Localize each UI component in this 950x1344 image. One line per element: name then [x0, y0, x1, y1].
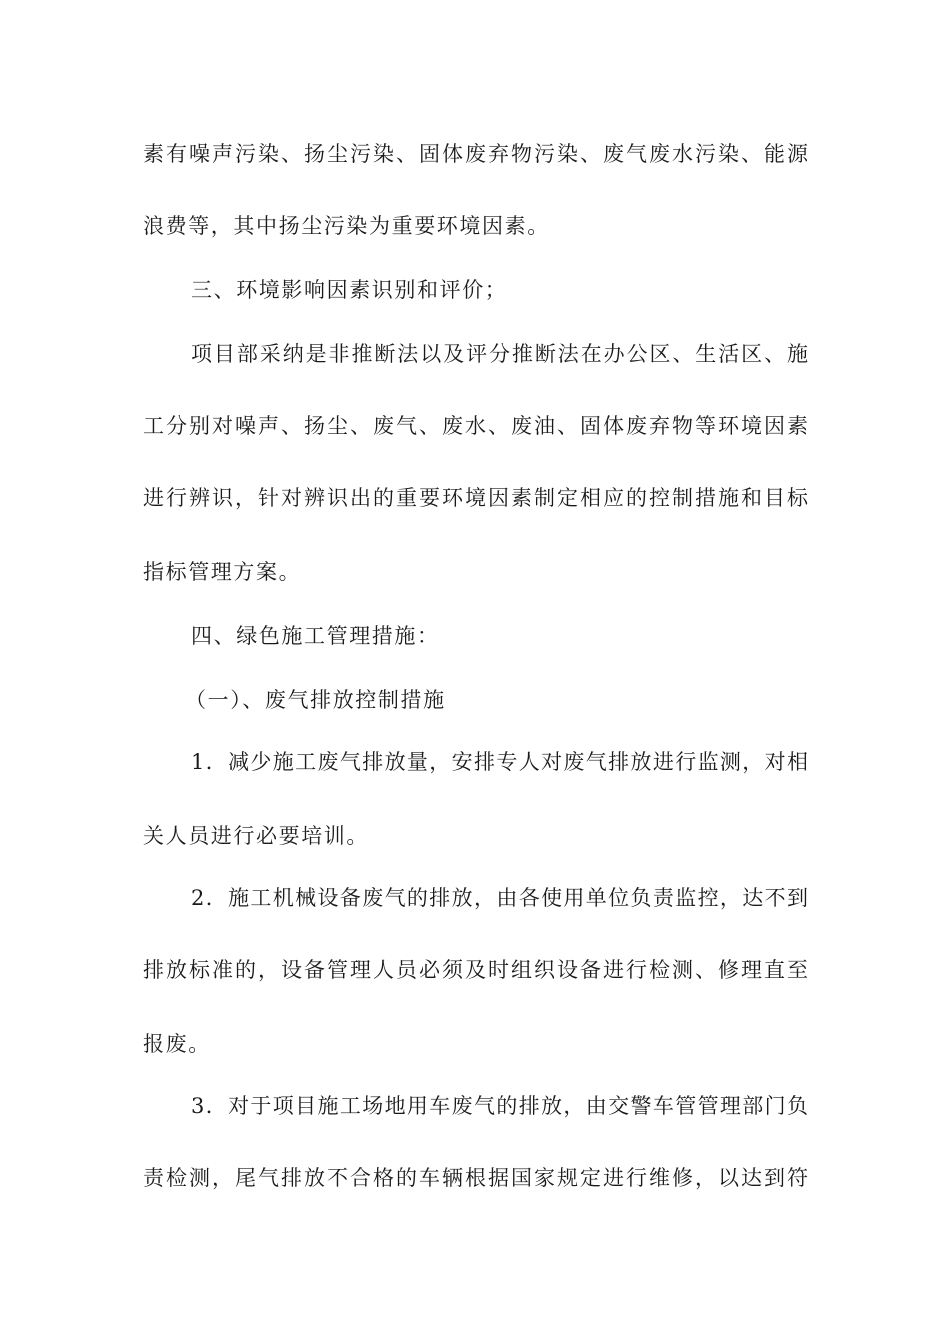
- paragraph-line-13: 排放标准的，设备管理人员必须及时组织设备进行检测、修理直至: [143, 958, 808, 982]
- paragraph-line-14: 报废。: [143, 1032, 211, 1056]
- section-heading-4: 四、绿色施工管理措施：: [191, 624, 440, 648]
- paragraph-line-6: 进行辨识，针对辨识出的重要环境因素制定相应的控制措施和目标: [143, 486, 808, 510]
- paragraph-line-11: 关人员进行必要培训。: [143, 824, 369, 848]
- paragraph-line-4: 项目部采纳是非推断法以及评分推断法在办公区、生活区、施: [191, 342, 808, 366]
- paragraph-line-10: 1．减少施工废气排放量，安排专人对废气排放进行监测，对相: [191, 750, 808, 774]
- paragraph-line-12: 2．施工机械设备废气的排放，由各使用单位负责监控，达不到: [191, 886, 808, 910]
- paragraph-line-1: 素有噪声污染、扬尘污染、固体废弃物污染、废气废水污染、能源: [143, 142, 808, 166]
- paragraph-line-5: 工分别对噪声、扬尘、废气、废水、废油、固体废弃物等环境因素: [143, 414, 808, 438]
- paragraph-line-16: 责检测，尾气排放不合格的车辆根据国家规定进行维修，以达到符: [143, 1166, 808, 1190]
- subsection-heading-1: （一）、废气排放控制措施: [185, 688, 446, 712]
- section-heading-3: 三、环境影响因素识别和评价；: [191, 278, 508, 302]
- paragraph-line-2: 浪费等，其中扬尘污染为重要环境因素。: [143, 214, 550, 238]
- paragraph-line-15: 3．对于项目施工场地用车废气的排放，由交警车管管理部门负: [191, 1094, 808, 1118]
- paragraph-line-7: 指标管理方案。: [143, 560, 302, 584]
